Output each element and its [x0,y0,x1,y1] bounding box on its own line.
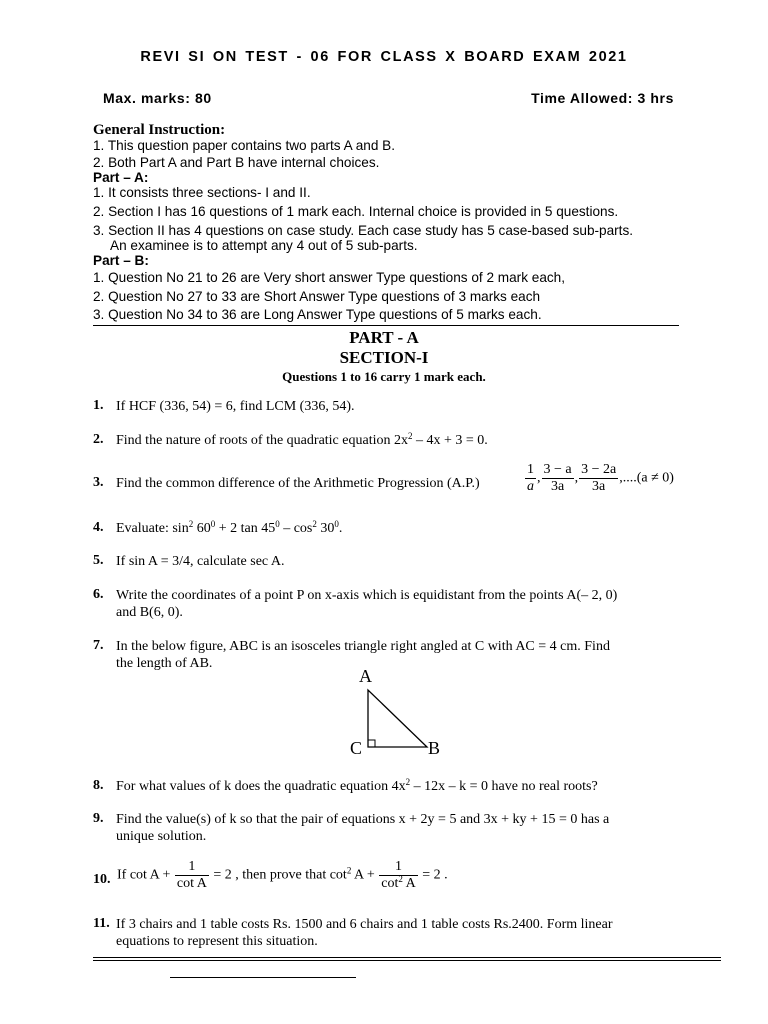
question-4-text: Evaluate: $\sin^2 60^0 + 2$ $\tan 45^0 - \cos^2 30^0$. [116,519,343,536]
question-3-text: Find the common difference of the Arithmetic Progression (A.P.) [116,476,480,491]
footer-rule [170,977,356,978]
instruction-line: 1. Question No 21 to 26 are Very short answer Type questions of 2 mark each, [93,270,566,285]
q2-text-part: Find the nature of roots of the quadratic equation 2x [116,433,408,448]
question-7-line-1: In the below figure, ABC is an isosceles triangle right angled at C with AC = 4 cm. Find [116,639,610,654]
question-number: 5. [93,553,104,568]
question-number: 7. [93,638,104,653]
question-11-line-1: If 3 chairs and 1 table costs Rs. 1500 and 6 chairs and 1 table costs Rs.2400. Form linear [116,917,613,932]
section-title: SECTION-I [339,348,429,367]
divider [93,325,679,326]
question-10-text: If cot A + $\frac{1}{\text{cot A}}$ = 2 , then prove that $\cot^2 A$ + $\frac{1}{\cot^2 A}$ = 2 . [117,859,448,891]
instruction-line: An examinee is to attempt any 4 out of 5 sub-parts. [110,238,418,253]
question-number: 8. [93,778,104,793]
question-6-line-2: and B(6, 0). [116,605,183,620]
vertex-label-b: B [428,738,441,758]
question-number: 4. [93,520,104,535]
question-number: 3. [93,475,104,490]
q3-sequence: $\frac{1}{a}$ , $\frac{3 - a}{3a}$ , $\frac{3 - 2a}{3a}$ ,....(a ≠ 0) [527,462,674,494]
q3-fraction-2: $\frac{3 - a}{3a}$ [543,462,572,494]
question-6-line-1: Write the coordinates of a point P on x-axis which is equidistant from the points A(– 2, 0) [116,588,618,603]
question-number: 9. [93,811,104,826]
q2-exponent: 2 [407,431,413,441]
instruction-line: 2. Both Part A and Part B have internal choices. [93,155,380,170]
q10-fraction-1: $\frac{1}{\text{cot A}}$ [176,859,207,891]
question-5-text: If sin A = 3/4, calculate sec A. [116,554,285,569]
instruction-line: 3. Question No 34 to 36 are Long Answer Type questions of 5 marks each. [93,307,542,322]
q3-fraction-3: $\frac{3 - 2a}{3a}$ [581,462,617,494]
q3-fraction-1: $\frac{1}{a}$ [527,462,534,494]
question-11-line-2: equations to represent this situation. [116,934,318,949]
instruction-line: 2. Section I has 16 questions of 1 mark each. Internal choice is provided in 5 questions. [93,204,619,219]
part-b-label: Part – B: [93,253,149,268]
instruction-line: 1. This question paper contains two parts A and B. [93,138,396,153]
question-number: 10. [93,872,111,887]
question-9-line-1: Find the value(s) of k so that the pair of equations x + 2y = 5 and 3x + ky + 15 = 0 has a [116,812,610,827]
question-9-line-2: unique solution. [116,829,207,844]
right-angle-marker [368,740,375,747]
footer-divider [93,957,721,958]
part-title: PART - A [349,328,419,347]
time-allowed: Time Allowed: 3 hrs [531,90,674,106]
instructions-heading: General Instruction: [93,122,226,138]
q3-tail: ,....(a ≠ 0) [619,470,674,486]
footer-divider [93,960,721,961]
page-title: REVI SI ON TEST - 06 FOR CLASS X BOARD EXAM 2021 [140,49,628,65]
triangle-figure [345,666,445,762]
section-note: Questions 1 to 16 carry 1 mark each. [282,369,486,384]
question-number: 1. [93,398,104,413]
question-number: 2. [93,432,104,447]
instruction-line: 2. Question No 27 to 33 are Short Answer Type questions of 3 marks each [93,289,541,304]
question-number: 6. [93,587,104,602]
vertex-label-c: C [350,738,363,758]
q2-text-part: – 4x + 3 = 0. [412,433,488,448]
max-marks: Max. marks: 80 [103,90,212,106]
question-2-text [116,432,682,449]
question-8-text: For what values of k does the quadratic equation $4x^2 - 12x - k = 0$ have no real roots? [116,777,598,794]
question-number: 11. [93,916,110,931]
part-a-label: Part – A: [93,170,149,185]
triangle-abc [368,690,427,747]
question-7-line-2: the length of AB. [116,656,213,671]
q10-fraction-2: $\frac{1}{\cot^2 A}$ [381,859,416,891]
instruction-line: 3. Section II has 4 questions on case study. Each case study has 5 case-based sub-parts. [93,223,634,238]
question-1-text: If HCF (336, 54) = 6, find LCM (336, 54). [116,399,355,414]
instruction-line: 1. It consists three sections- I and II. [93,185,311,200]
vertex-label-a: A [359,666,372,686]
